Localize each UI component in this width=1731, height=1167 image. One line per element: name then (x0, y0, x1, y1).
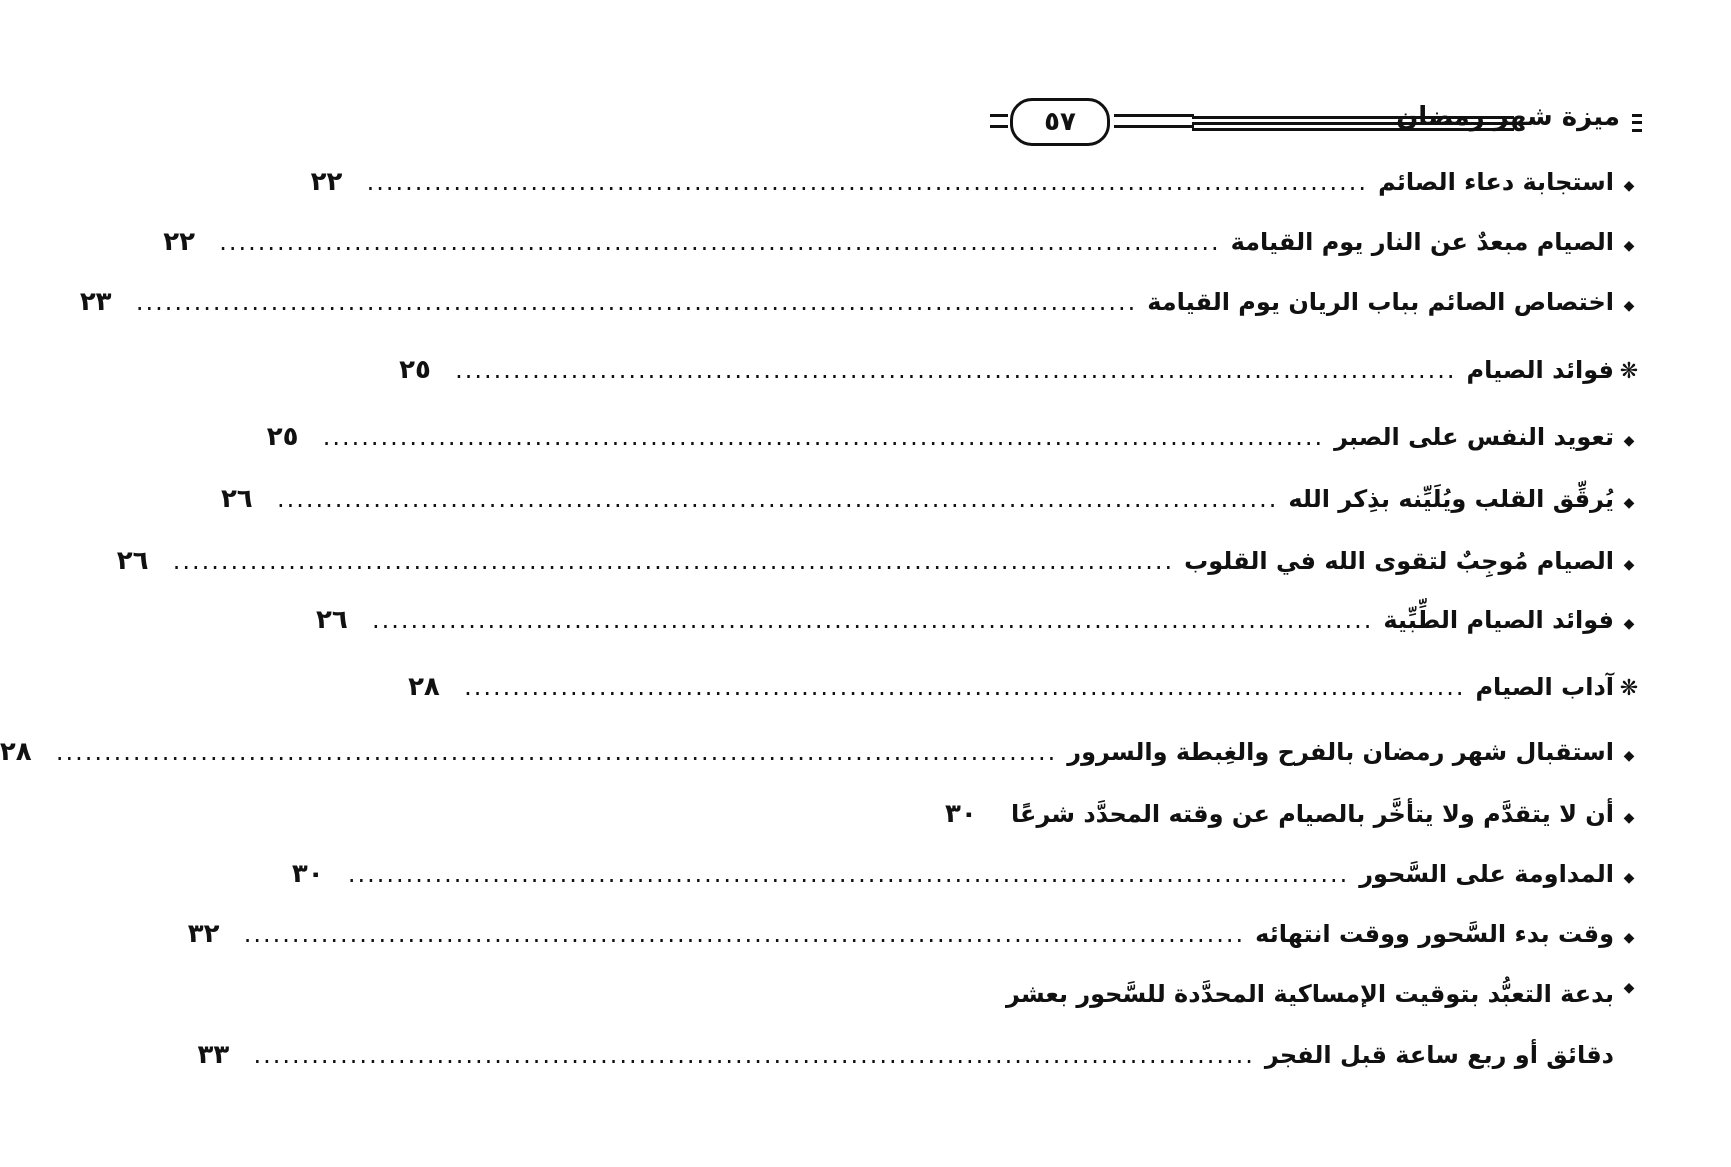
toc-entry-title: استجابة دعاء الصائم (1378, 168, 1614, 196)
dot-leader: ........................................................................................................ (276, 485, 1279, 513)
dot-leader: ........................................................................................................ (464, 673, 1466, 701)
toc-entry-page: ٢٥ (399, 355, 431, 385)
bullet-icon: ◆ (1623, 298, 1635, 314)
toc-entry-page: ٢٦ (220, 484, 253, 514)
toc-entry-page: ٣٠ (291, 859, 324, 889)
dot-leader: ........................................................................................................ (322, 423, 1325, 451)
toc-entry-page: ٢٢ (163, 227, 195, 257)
header-title: ميزة شهر رمضان (1396, 102, 1620, 132)
bullet-icon: ◆ (1623, 870, 1635, 886)
dot-leader: ........................................................................................................ (172, 547, 1175, 575)
bullet-icon: ◆ (1623, 980, 1635, 996)
bullet-icon: ◆ (1623, 178, 1635, 194)
toc-entry-title: الصيام مبعدٌ عن النار يوم القيامة (1230, 228, 1614, 256)
toc-entry-title: المداومة على السَّحور (1359, 860, 1614, 888)
toc-section-entry (399, 355, 1644, 399)
toc-entry-title: وقت بدء السَّحور ووقت انتهائه (1255, 920, 1614, 948)
toc-entry (0, 737, 1644, 781)
toc-entry-title: فوائد الصيام الطِّبِّية (1383, 606, 1614, 634)
dot-leader: ........................................................................................................ (253, 1041, 1255, 1069)
toc-entry-page: ٢٥ (266, 422, 299, 452)
toc-entry-title-continued: دقائق أو ربع ساعة قبل الفجر (1264, 1041, 1614, 1069)
dot-leader: ........................................................................................................ (455, 356, 1457, 384)
toc-entry-page: ٢٨ (408, 672, 440, 702)
toc-entry (220, 484, 1644, 528)
dot-leader: ........................................................................................................ (219, 228, 1221, 256)
toc-entry-page: ٣٢ (187, 919, 220, 949)
toc-entry-page: ٢٦ (315, 605, 348, 635)
bullet-icon: ◆ (1623, 433, 1635, 449)
toc-entry-continuation (197, 1040, 1644, 1084)
asterisk-flower-icon: ❋ (1619, 676, 1639, 701)
toc-entry-first-line (994, 980, 1644, 1008)
toc-entry (945, 799, 1644, 843)
asterisk-flower-icon: ❋ (1619, 359, 1639, 384)
toc-section-title: فوائد الصيام (1466, 356, 1614, 384)
toc-entry-page: ٣٣ (197, 1040, 230, 1070)
dot-leader: ........................................................................................................ (243, 920, 1246, 948)
bullet-icon: ◆ (1623, 616, 1635, 632)
toc-entry (79, 287, 1644, 331)
toc-entry-title: تعويد النفس على الصبر (1334, 423, 1614, 451)
toc-entry (291, 859, 1644, 903)
page-number: ٥٧ (1044, 107, 1076, 137)
dot-leader: ........................................................................................................ (366, 168, 1369, 196)
toc-entry (163, 227, 1644, 271)
toc-entry-title: الصيام مُوجِبٌ لتقوى الله في القلوب (1184, 547, 1614, 575)
toc-entry (116, 546, 1644, 590)
bullet-icon: ◆ (1623, 930, 1635, 946)
toc-entry (266, 422, 1644, 466)
dot-leader: ........................................................................................................ (371, 606, 1374, 634)
toc-section-entry (408, 672, 1644, 716)
toc-entry-page: ٢٢ (310, 167, 343, 197)
page-number-badge (1010, 98, 1110, 146)
toc-entry-title: يُرقِّق القلب ويُلَيِّنه بذِكر الله (1288, 485, 1614, 513)
toc-entry-page: ٣٠ (945, 799, 977, 829)
toc-entry-page: ٢٦ (116, 546, 149, 576)
toc-entry-title: اختصاص الصائم بباب الريان يوم القيامة (1147, 288, 1614, 316)
bullet-icon: ◆ (1623, 557, 1635, 573)
bullet-icon: ◆ (1623, 238, 1635, 254)
header-end-ornament (1632, 114, 1642, 132)
toc-entry-page: ٢٣ (79, 287, 112, 317)
toc-entry (315, 605, 1644, 649)
toc-entry-title: استقبال شهر رمضان بالفرح والغِبطة والسرور (1067, 738, 1614, 766)
toc-section-title: آداب الصيام (1475, 673, 1614, 701)
toc-entry (310, 167, 1644, 211)
bullet-icon: ◆ (1623, 495, 1635, 511)
dot-leader: ........................................................................................................ (55, 738, 1058, 766)
header-ornament-left (990, 114, 1008, 128)
toc-entry-title: أن لا يتقدَّم ولا يتأخَّر بالصيام عن وقته المحدَّد شرعًا (1011, 800, 1614, 828)
toc-entry-title: بدعة التعبُّد بتوقيت الإمساكية المحدَّدة للسَّحور بعشر (1006, 980, 1614, 1008)
toc-entry (187, 919, 1644, 963)
dot-leader: ........................................................................................................ (135, 288, 1138, 316)
bullet-icon: ◆ (1623, 748, 1635, 764)
running-header (990, 92, 1642, 154)
toc-entry-page: ٢٨ (0, 737, 32, 767)
dot-leader: ........................................................................................................ (347, 860, 1350, 888)
header-ornament-right (1114, 114, 1194, 128)
bullet-icon: ◆ (1623, 810, 1635, 826)
